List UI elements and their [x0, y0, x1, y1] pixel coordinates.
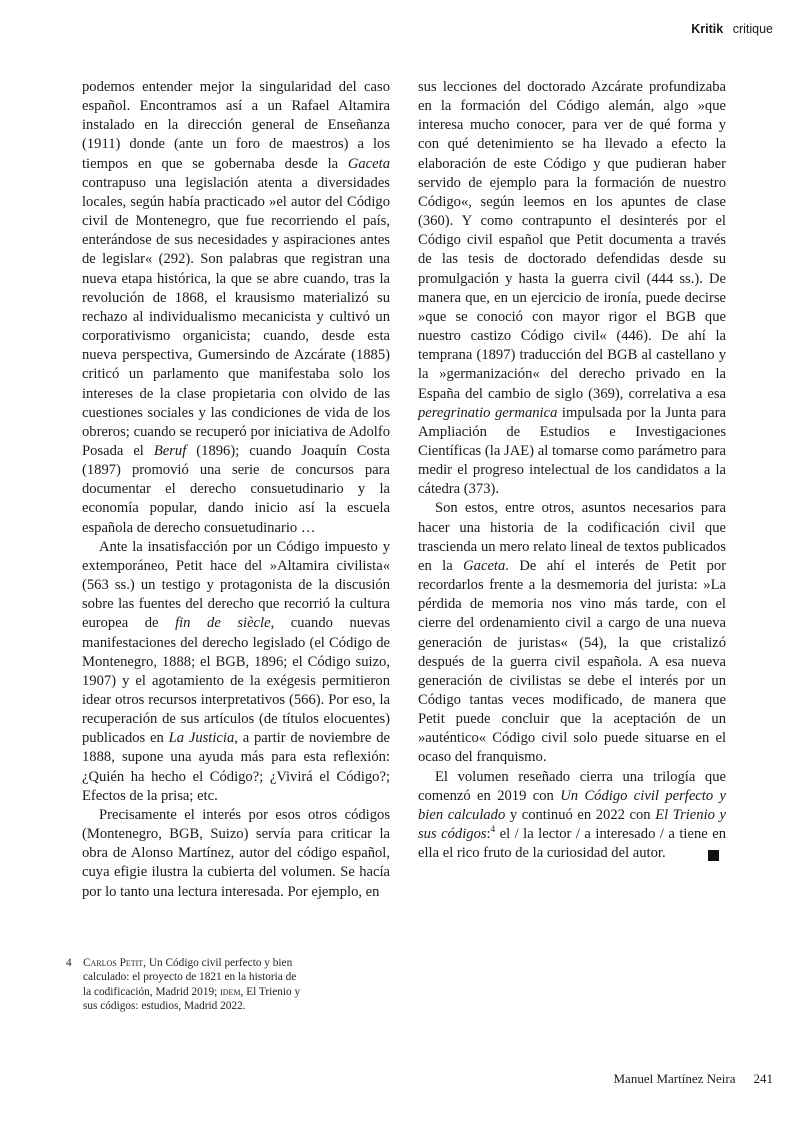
header-section: Kritik	[691, 22, 724, 36]
end-of-article-square-icon	[708, 850, 719, 861]
text-run: , cuando nuevas manifestaciones del derecho legislado (el Código de Montenegro, 1888; el BGB, 1896; el Código suizo, 1907) y el agotamiento de la exégesis permitieron idear otros recursos interpretativos (566). Por eso, la recuperación de sus artículos (de títulos elocuentes) publicados en	[82, 615, 390, 747]
text-run: Ante la insatisfacción por un Código impuesto y extemporáneo, Petit hace del »Altamira civilista« (563 ss.) un testigo y protagonista de la discusión sobre las fuentes del derecho que recorrió la cultura europea de	[82, 538, 390, 632]
text-run: impulsada por la Junta para Ampliación de Estudios e Investigaciones Científicas (la JAE) al tomarse como parámetro para medir el progreso intelectual de los candidatos a la cátedra (373).	[418, 404, 726, 498]
footnote-author: Carlos Petit	[83, 957, 144, 969]
italic-run: El Trienio y sus códigos	[418, 806, 726, 843]
running-footer	[613, 1071, 773, 1087]
page-number: 241	[753, 1071, 773, 1086]
footnote-number: 4	[66, 957, 72, 969]
text-run: podemos entender mejor la singularidad del caso español. Encontramos así a un Rafael Altamira instalado en la dirección general de Enseñanza (1911) donde (ante un foro de maestros) a los tiempos en que se gobernaba desde la	[82, 79, 390, 172]
footnote-text	[83, 956, 306, 1013]
header-subsection: critique	[732, 22, 773, 36]
left-paragraph-3: Precisamente el interés por esos otros códigos (Montenegro, BGB, Suizo) servía para criticar la obra de Alonso Martínez, autor del código español, cuya efigie ilustra la cubierta del volumen. Se hacía por lo tanto una lectura interesada. Por ejemplo, en	[82, 806, 390, 900]
text-run: el / la lector / a interesado / a tiene en ella el rico fruto de la curiosidad del autor.	[418, 826, 726, 862]
text-run: , El Trienio y sus códigos: estudios, Madrid 2022.	[83, 985, 301, 1012]
italic-run: peregrinatio germanica	[418, 404, 558, 421]
left-paragraph-2	[82, 538, 390, 806]
italic-run: Beruf	[153, 442, 187, 459]
italic-run: La Justicia	[168, 730, 235, 747]
footnote-idem: idem	[220, 985, 241, 998]
right-paragraph-2	[418, 499, 726, 767]
footer-author: Manuel Martínez Neira	[613, 1071, 736, 1086]
text-run: . De ahí el interés de Petit por recordarlos frente a la desmemoria del jurista: »La pérdida de memoria nos vino más tarde, con el cierre del ordenamiento civil a cargo de una nueva generación de juristas« (54), la que cristalizó después de la guerra civil española. A esa nueva generación de civilistas se debe el interés por un Código tantas veces modificado, de manera que Petit puede concluir que la aceptación de un »auténtico« Código civil solo puede situarse en el ocaso del franquismo.	[418, 557, 727, 766]
italic-run: Gaceta	[347, 155, 390, 172]
italic-run: fin de siècle	[175, 615, 271, 632]
text-run: :	[486, 826, 491, 843]
text-run: El volumen reseñado cierra una trilogía que comenzó en 2019 con	[418, 768, 726, 804]
right-paragraph-1	[418, 78, 726, 499]
text-run: , Un Código civil perfecto y bien calculado: el proyecto de 1821 en la historia de la codificación, Madrid 2019;	[83, 957, 297, 998]
footnote	[66, 956, 306, 1013]
text-run: , a partir de noviembre de 1888, supone una ayuda más para esta reflexión: ¿Quién ha hecho el Código?; ¿Vivirá el Código?; Efectos de la prisa; etc.	[82, 730, 390, 804]
text-run: y continuó en 2022 con	[505, 806, 656, 823]
text-run: (1896); cuando Joaquín Costa (1897) promovió una serie de concursos para documentar el derecho consuetudinario y la economía popular, dando inicio así la escuela española de derecho consuetudinario …	[82, 442, 390, 536]
left-column	[82, 78, 390, 902]
running-header	[691, 22, 773, 36]
italic-run: Un Código civil perfecto y bien calculado	[418, 787, 726, 823]
right-column	[418, 78, 726, 863]
footnote-reference[interactable]: 4	[490, 824, 496, 835]
left-paragraph-1	[82, 78, 390, 538]
text-run: Son estos, entre otros, asuntos necesarios para hacer una historia de la codificación civil que trascienda un mero relato lineal de textos publicados en la	[418, 500, 726, 574]
italic-run: Gaceta	[463, 557, 506, 574]
text-run: contrapuso una legislación atenta a diversidades locales, según había practicado »el autor del Código civil de Montenegro, que fue recorriendo el país, enterándose de sus necesidades y aspiraciones antes de legislar« (292). Son palabras que registran una nueva etapa histórica, la que se abre cuando, tras la revolución de 1868, el krausismo materializó su rechazo al individualismo mecanicista y cultivó un corporativismo organicista; cuando, desde esta nueva perspectiva, Gumersindo de Azcárate (1885) criticó un parlamento que manifestaba solo los intereses de la clase propietaria con olvido de las cuestiones sociales y las condiciones de vida de los obreros; cuando se recuperó por iniciativa de Adolfo Posada el	[82, 174, 390, 459]
text-run: sus lecciones del doctorado Azcárate profundizaba en la formación del Código alemán, algo »que interesa mucho conocer, para ver de qué forma y con qué detenimiento se ha llevado a efecto la elaboración de este Código y que pudieran haber servido de ejemplo para la formación de nuestro Código«, según leemos en los apuntes de clase (360). Y como contrapunto el desinterés por el Código civil español que Petit documenta a través de las tesis de doctorado defendidas desde su promulgación y hasta la guerra civil (444 ss.). De manera que, en un ejercicio de ironía, puede decirse »que se conoció con mayor rigor el BGB que nuestro castizo Código civil« (446). De ahí la temprana (1897) traducción del BGB al castellano y la »germanización« del derecho privado en la España del cambio de siglo (369), correlativa a esa	[418, 79, 726, 402]
right-paragraph-3	[418, 768, 726, 864]
